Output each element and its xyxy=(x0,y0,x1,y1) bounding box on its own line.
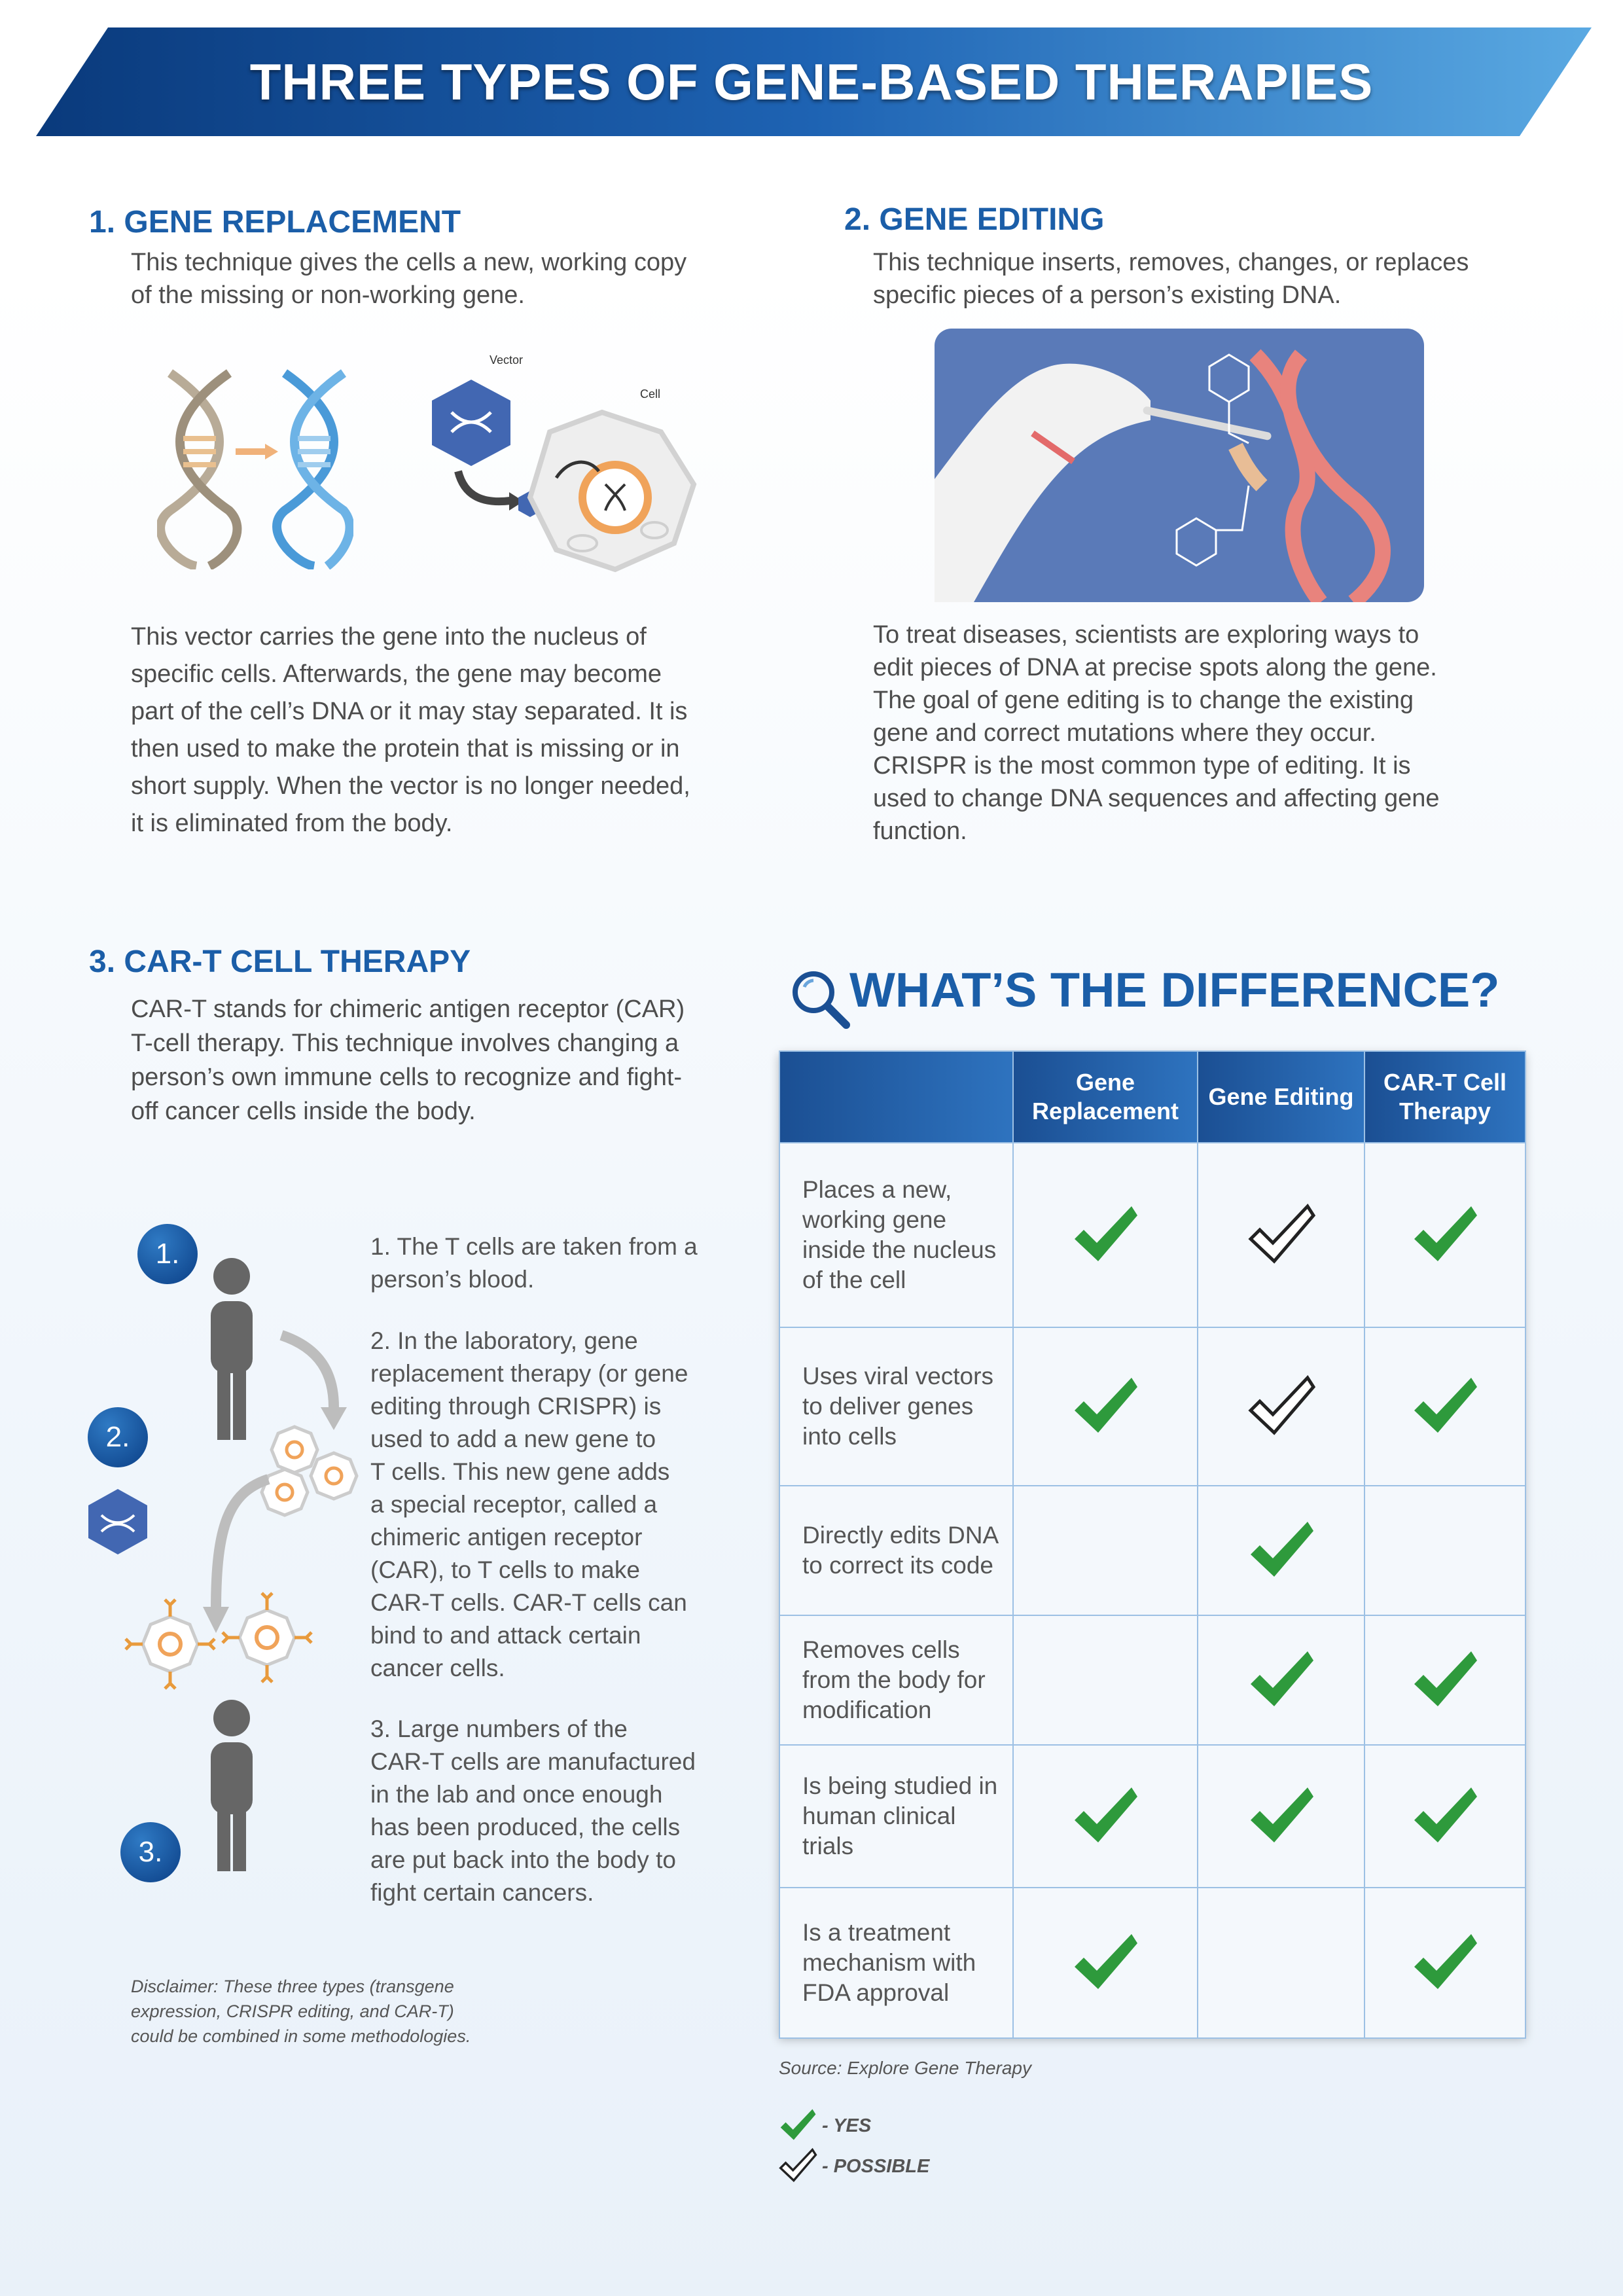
table-header-row xyxy=(779,1051,1525,1143)
yes-check-icon xyxy=(1013,1327,1198,1486)
body-line: This vector carries the gene into the nucleus of xyxy=(131,623,647,651)
check-mark xyxy=(1409,1646,1481,1712)
column-header: Gene Editing xyxy=(1198,1051,1364,1143)
yes-check-icon xyxy=(1364,1143,1525,1327)
check-mark xyxy=(1069,1929,1141,1994)
body-line: The goal of gene editing is to change the existing xyxy=(873,687,1414,714)
body-line: part of the cell’s DNA or it may stay separated. It is xyxy=(131,698,688,725)
body-line: specific cells. Afterwards, the gene may become xyxy=(131,660,662,688)
check-mark xyxy=(1409,1929,1481,1994)
step-line: cancer cells. xyxy=(370,1655,505,1681)
body-line: gene and correct mutations where they occur. xyxy=(873,719,1376,747)
step-line: bind to and attack certain xyxy=(370,1622,641,1649)
step-line: 3. Large numbers of the xyxy=(370,1715,628,1742)
car-t-process-illustration xyxy=(72,1244,373,1872)
step-line: CAR-T cells are manufactured xyxy=(370,1748,696,1775)
row-label: Is being studied in human clinical trials xyxy=(779,1745,1013,1888)
yes-check-icon xyxy=(1013,1143,1198,1327)
gene-editing-illustration xyxy=(935,329,1424,602)
step-line: replacement therapy (or gene xyxy=(370,1360,688,1387)
yes-check-icon xyxy=(1364,1327,1525,1486)
step-line: has been produced, the cells xyxy=(370,1814,681,1840)
car-t-intro xyxy=(131,992,713,1128)
car-t-step-2 xyxy=(370,1325,711,1685)
table-row xyxy=(779,1615,1525,1745)
source-note: Source: Explore Gene Therapy xyxy=(779,2058,1031,2078)
body-line: used to change DNA sequences and affecting gene xyxy=(873,785,1440,812)
legend-possible: - POSSIBLE xyxy=(822,2156,930,2177)
check-mark xyxy=(1245,1782,1317,1848)
body-line: short supply. When the vector is no longer needed, xyxy=(131,772,690,800)
column-header: Gene Replacement xyxy=(1013,1051,1198,1143)
yes-check-icon xyxy=(1013,1888,1198,2038)
row-label: Is a treatment mechanism with FDA approval xyxy=(779,1888,1013,2038)
magnifier-icon xyxy=(789,967,851,1030)
step-line: T cells. This new gene adds xyxy=(370,1458,670,1485)
intro-line: off cancer cells inside the body. xyxy=(131,1098,476,1125)
table-row xyxy=(779,1143,1525,1327)
cell-label: Cell xyxy=(640,387,661,401)
step-line: 2. In the laboratory, gene xyxy=(370,1327,638,1354)
body-line: function. xyxy=(873,817,967,845)
gene-editing-intro xyxy=(873,246,1560,312)
table-row xyxy=(779,1745,1525,1888)
yes-check-icon xyxy=(1198,1615,1364,1745)
column-header: CAR-T Cell Therapy xyxy=(1364,1051,1525,1143)
comparison-table xyxy=(779,1050,1525,2036)
yes-check-icon xyxy=(1364,1888,1525,2038)
body-line: then used to make the protein that is missing or in xyxy=(131,735,680,762)
body-line: CRISPR is the most common type of editing. It is xyxy=(873,752,1411,780)
yes-check-icon xyxy=(1364,1745,1525,1888)
check-mark xyxy=(1245,1646,1317,1712)
row-label: Places a new, working gene inside the nucleus of the cell xyxy=(779,1143,1013,1327)
empty-cell xyxy=(1198,1888,1364,2038)
gene-editing-heading: 2. GENE EDITING xyxy=(844,202,1105,237)
intro-line: T-cell therapy. This technique involves changing a xyxy=(131,1030,679,1057)
empty-cell xyxy=(1013,1486,1198,1615)
body-line: it is eliminated from the body. xyxy=(131,810,453,837)
intro-line: person’s own immune cells to recognize and fight- xyxy=(131,1064,683,1091)
step-line: (CAR), to T cells to make xyxy=(370,1556,640,1583)
yes-check-icon xyxy=(1198,1745,1364,1888)
intro-line: This technique inserts, removes, changes, or replaces xyxy=(873,249,1469,276)
table-row xyxy=(779,1327,1525,1486)
check-mark xyxy=(1409,1201,1481,1266)
car-t-heading: 3. CAR-T CELL THERAPY xyxy=(89,944,471,979)
step-line: 1. The T cells are taken from a xyxy=(370,1233,698,1260)
check-mark xyxy=(1409,1782,1481,1848)
step-line: used to add a new gene to xyxy=(370,1426,656,1452)
yes-check-icon xyxy=(1013,1745,1198,1888)
vector-label: Vector xyxy=(490,353,524,367)
step-1-badge: 1. xyxy=(137,1224,198,1284)
disclaimer-line: could be combined in some methodologies. xyxy=(131,2026,471,2046)
empty-cell xyxy=(1364,1486,1525,1615)
possible-check-icon xyxy=(1198,1327,1364,1486)
outline-check-mark xyxy=(1245,1372,1317,1438)
row-label: Uses viral vectors to deliver genes into cells xyxy=(779,1327,1013,1486)
gene-replacement-heading: 1. GENE REPLACEMENT xyxy=(89,205,461,240)
body-line: To treat diseases, scientists are exploring ways to xyxy=(873,621,1419,649)
yes-check-icon xyxy=(1364,1615,1525,1745)
step-line: chimeric antigen receptor xyxy=(370,1524,643,1551)
intro-line: of the missing or non-working gene. xyxy=(131,281,525,309)
disclaimer-line: expression, CRISPR editing, and CAR-T) xyxy=(131,2001,454,2021)
disclaimer xyxy=(131,1974,524,2049)
dna-helix-illustration xyxy=(157,367,353,569)
step-line: editing through CRISPR) is xyxy=(370,1393,662,1420)
intro-line: specific pieces of a person’s existing DNA. xyxy=(873,281,1342,309)
check-mark xyxy=(1069,1201,1141,1266)
car-t-step-3 xyxy=(370,1713,711,1909)
body-line: edit pieces of DNA at precise spots along the gene. xyxy=(873,654,1437,681)
check-mark xyxy=(1245,1516,1317,1582)
gene-editing-body xyxy=(873,619,1497,848)
yes-check-icon xyxy=(1198,1486,1364,1615)
intro-line: This technique gives the cells a new, working copy xyxy=(131,249,687,276)
difference-heading: WHAT’S THE DIFFERENCE? xyxy=(849,963,1500,1017)
check-mark xyxy=(1409,1372,1481,1438)
step-line: CAR-T cells. CAR-T cells can xyxy=(370,1589,687,1616)
gene-replacement-body xyxy=(131,619,753,842)
gene-replacement-intro xyxy=(131,246,785,312)
possible-check-icon xyxy=(1198,1143,1364,1327)
step-line: person’s blood. xyxy=(370,1266,535,1293)
car-t-step-1 xyxy=(370,1230,711,1296)
vector-cell-illustration xyxy=(419,367,707,589)
table-row xyxy=(779,1888,1525,2038)
step-line: in the lab and once enough xyxy=(370,1781,663,1808)
row-label: Directly edits DNA to correct its code xyxy=(779,1486,1013,1615)
yes-check-icon xyxy=(776,2106,819,2143)
check-mark xyxy=(1069,1782,1141,1848)
step-line: are put back into the body to xyxy=(370,1846,676,1873)
empty-cell xyxy=(1013,1615,1198,1745)
outline-check-mark xyxy=(1245,1201,1317,1266)
possible-check-icon xyxy=(776,2147,819,2183)
step-line: fight certain cancers. xyxy=(370,1879,594,1906)
row-label: Removes cells from the body for modification xyxy=(779,1615,1013,1745)
intro-line: CAR-T stands for chimeric antigen receptor (CAR) xyxy=(131,996,685,1023)
disclaimer-line: Disclaimer: These three types (transgene xyxy=(131,1977,454,1996)
table-row xyxy=(779,1486,1525,1615)
header-blank xyxy=(779,1051,1013,1143)
check-mark xyxy=(1069,1372,1141,1438)
step-line: a special receptor, called a xyxy=(370,1491,658,1518)
step-3-badge: 3. xyxy=(120,1822,181,1882)
page-title: THREE TYPES OF GENE-BASED THERAPIES xyxy=(249,52,1374,111)
legend-yes: - YES xyxy=(822,2115,872,2136)
step-2-badge: 2. xyxy=(88,1407,148,1467)
